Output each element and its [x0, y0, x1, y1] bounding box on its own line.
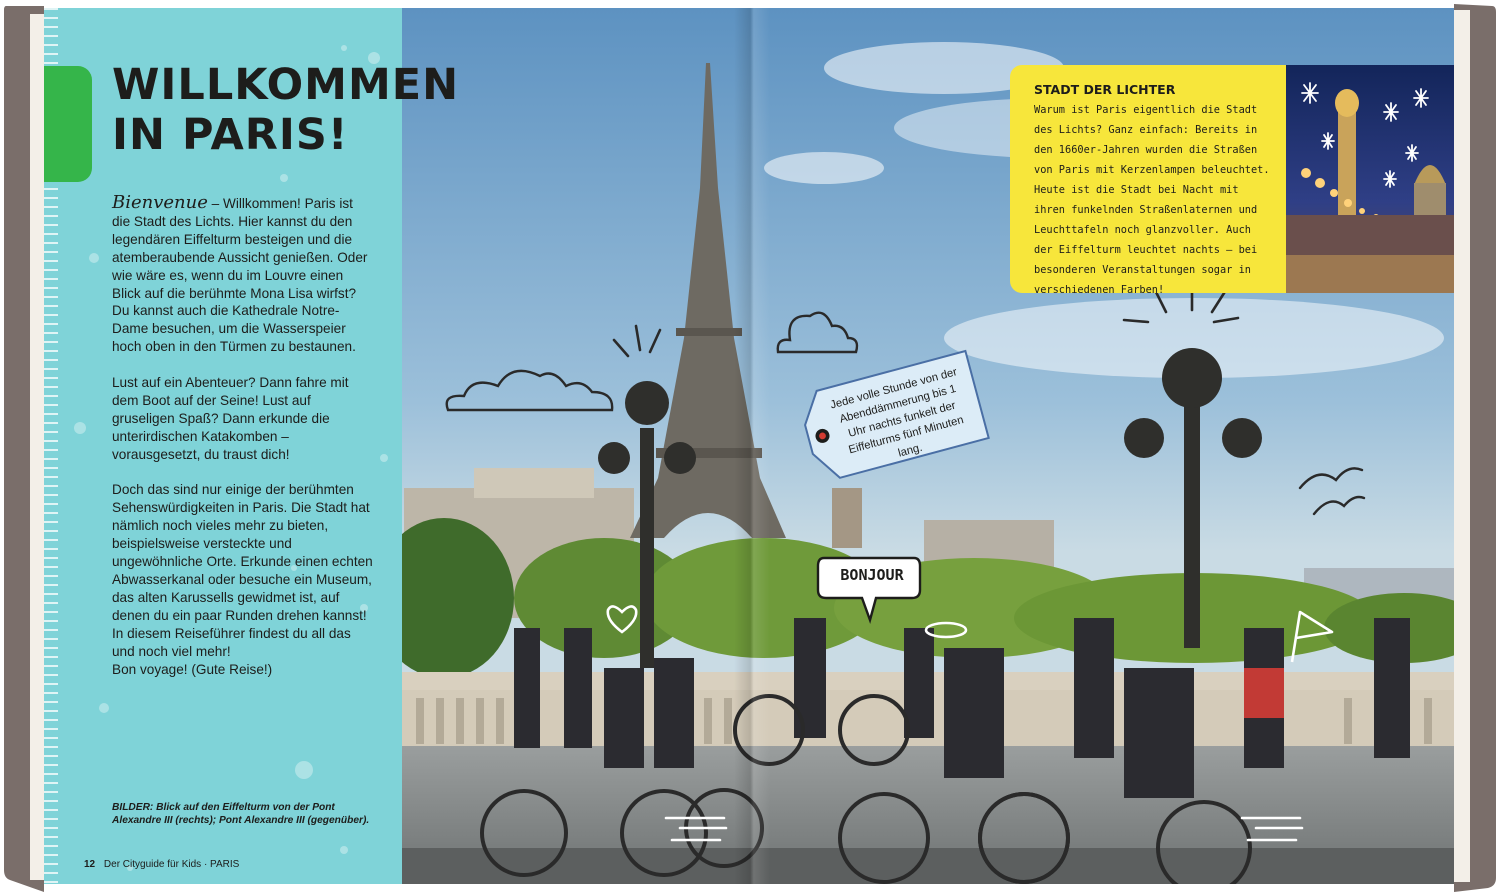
- tag-text: Jede volle Stunde von der Abenddämmerung bis 1 Uhr nachts funkelt der Eiffelturms fünf Minuten lang.: [829, 366, 965, 460]
- info-box: [1010, 65, 1286, 296]
- flag-doodle-icon: [1286, 608, 1334, 664]
- book-gutter-shadow: [734, 8, 770, 884]
- image-caption: BILDER: Blick auf den Eiffelturm von der Pont Alexandre III (rechts); Pont Alexandre III (gegenüber).: [112, 802, 370, 826]
- night-bridge-photo: [1286, 65, 1454, 293]
- left-text-panel: [44, 8, 460, 884]
- info-box-title: STADT DER LICHTER: [1034, 82, 1176, 97]
- speech-bubble-text: BONJOUR: [840, 566, 904, 584]
- paragraph-1: [112, 194, 374, 356]
- book-spread: [44, 8, 1454, 884]
- cloud-doodle-icon: [774, 308, 860, 356]
- paragraph-1-text: – Willkommen! Paris ist die Stadt des Lichts. Hier kannst du den legendären Eiffelturm besteigen und die atemberaubende Aussicht genießen. Oder wie wäre es, wenn du im Louvre einen Blick auf die berühmte Mona Lisa wirfst? Du kannst auch die Kathedrale Notre-Dame besuchen, um die Wasserspeier hoch oben in den Türmen zu bestaunen.: [112, 196, 368, 355]
- lead-word: Bienvenue: [112, 192, 208, 213]
- title-line-1: WILLKOMMEN: [112, 60, 460, 110]
- page-number: 12: [84, 859, 96, 870]
- motion-lines-icon: [1240, 814, 1304, 844]
- footer-text: Der Cityguide für Kids · PARIS: [103, 859, 240, 870]
- light-rays-icon: [610, 322, 666, 364]
- page-title: [112, 60, 460, 160]
- cloud-doodle-icon: [442, 364, 618, 414]
- halo-doodle-icon: [922, 618, 970, 642]
- title-line-2: IN PARIS!: [112, 110, 349, 160]
- info-box-text: Warum ist Paris eigentlich die Stadt des Lichts? Ganz einfach: Bereits in den 1660er-Jahren wurden die Straßen von Paris mit Kerzenlampen beleuchtet. Heute ist die Stadt bei Nacht mit ihren funkelnden Straßenlaternen und Leuchttafeln noch glanzvoller. Auch der Eiffelturm leuchtet nachts – bei besonderen Veranstaltungen sogar in verschiedenen Farben!: [1034, 104, 1270, 296]
- paragraph-3: Doch das sind nur einige der berühmten Sehenswürdigkeiten in Paris. Die Stadt hat nämlich noch vieles mehr zu bieten, beispielsweise versteckte und ungewöhnliche Orte. Erkunde einen echten Abwasserkanal oder besuche ein Museum, das alten Karussells gewidmet ist, auf denen du ein paar Runden drehen kannst! In diesem Reiseführer findest du all das und noch viel mehr!: [112, 482, 373, 659]
- birds-doodle-icon: [1296, 464, 1366, 520]
- closing-line: Bon voyage! (Gute Reise!): [112, 661, 273, 677]
- page-footer: [84, 859, 384, 870]
- motion-lines-icon: [664, 814, 728, 844]
- speech-bubble: [816, 554, 922, 624]
- heart-doodle-icon: [604, 600, 640, 636]
- green-title-tab: [44, 66, 92, 182]
- paragraph-2: Lust auf ein Abenteuer? Dann fahre mit dem Boot auf der Seine! Lust auf gruseligen Spaß? Dann erkunde die unterirdischen Katakomben – vorausgesetzt, du traust dich!: [112, 375, 349, 462]
- intro-text: [112, 194, 374, 696]
